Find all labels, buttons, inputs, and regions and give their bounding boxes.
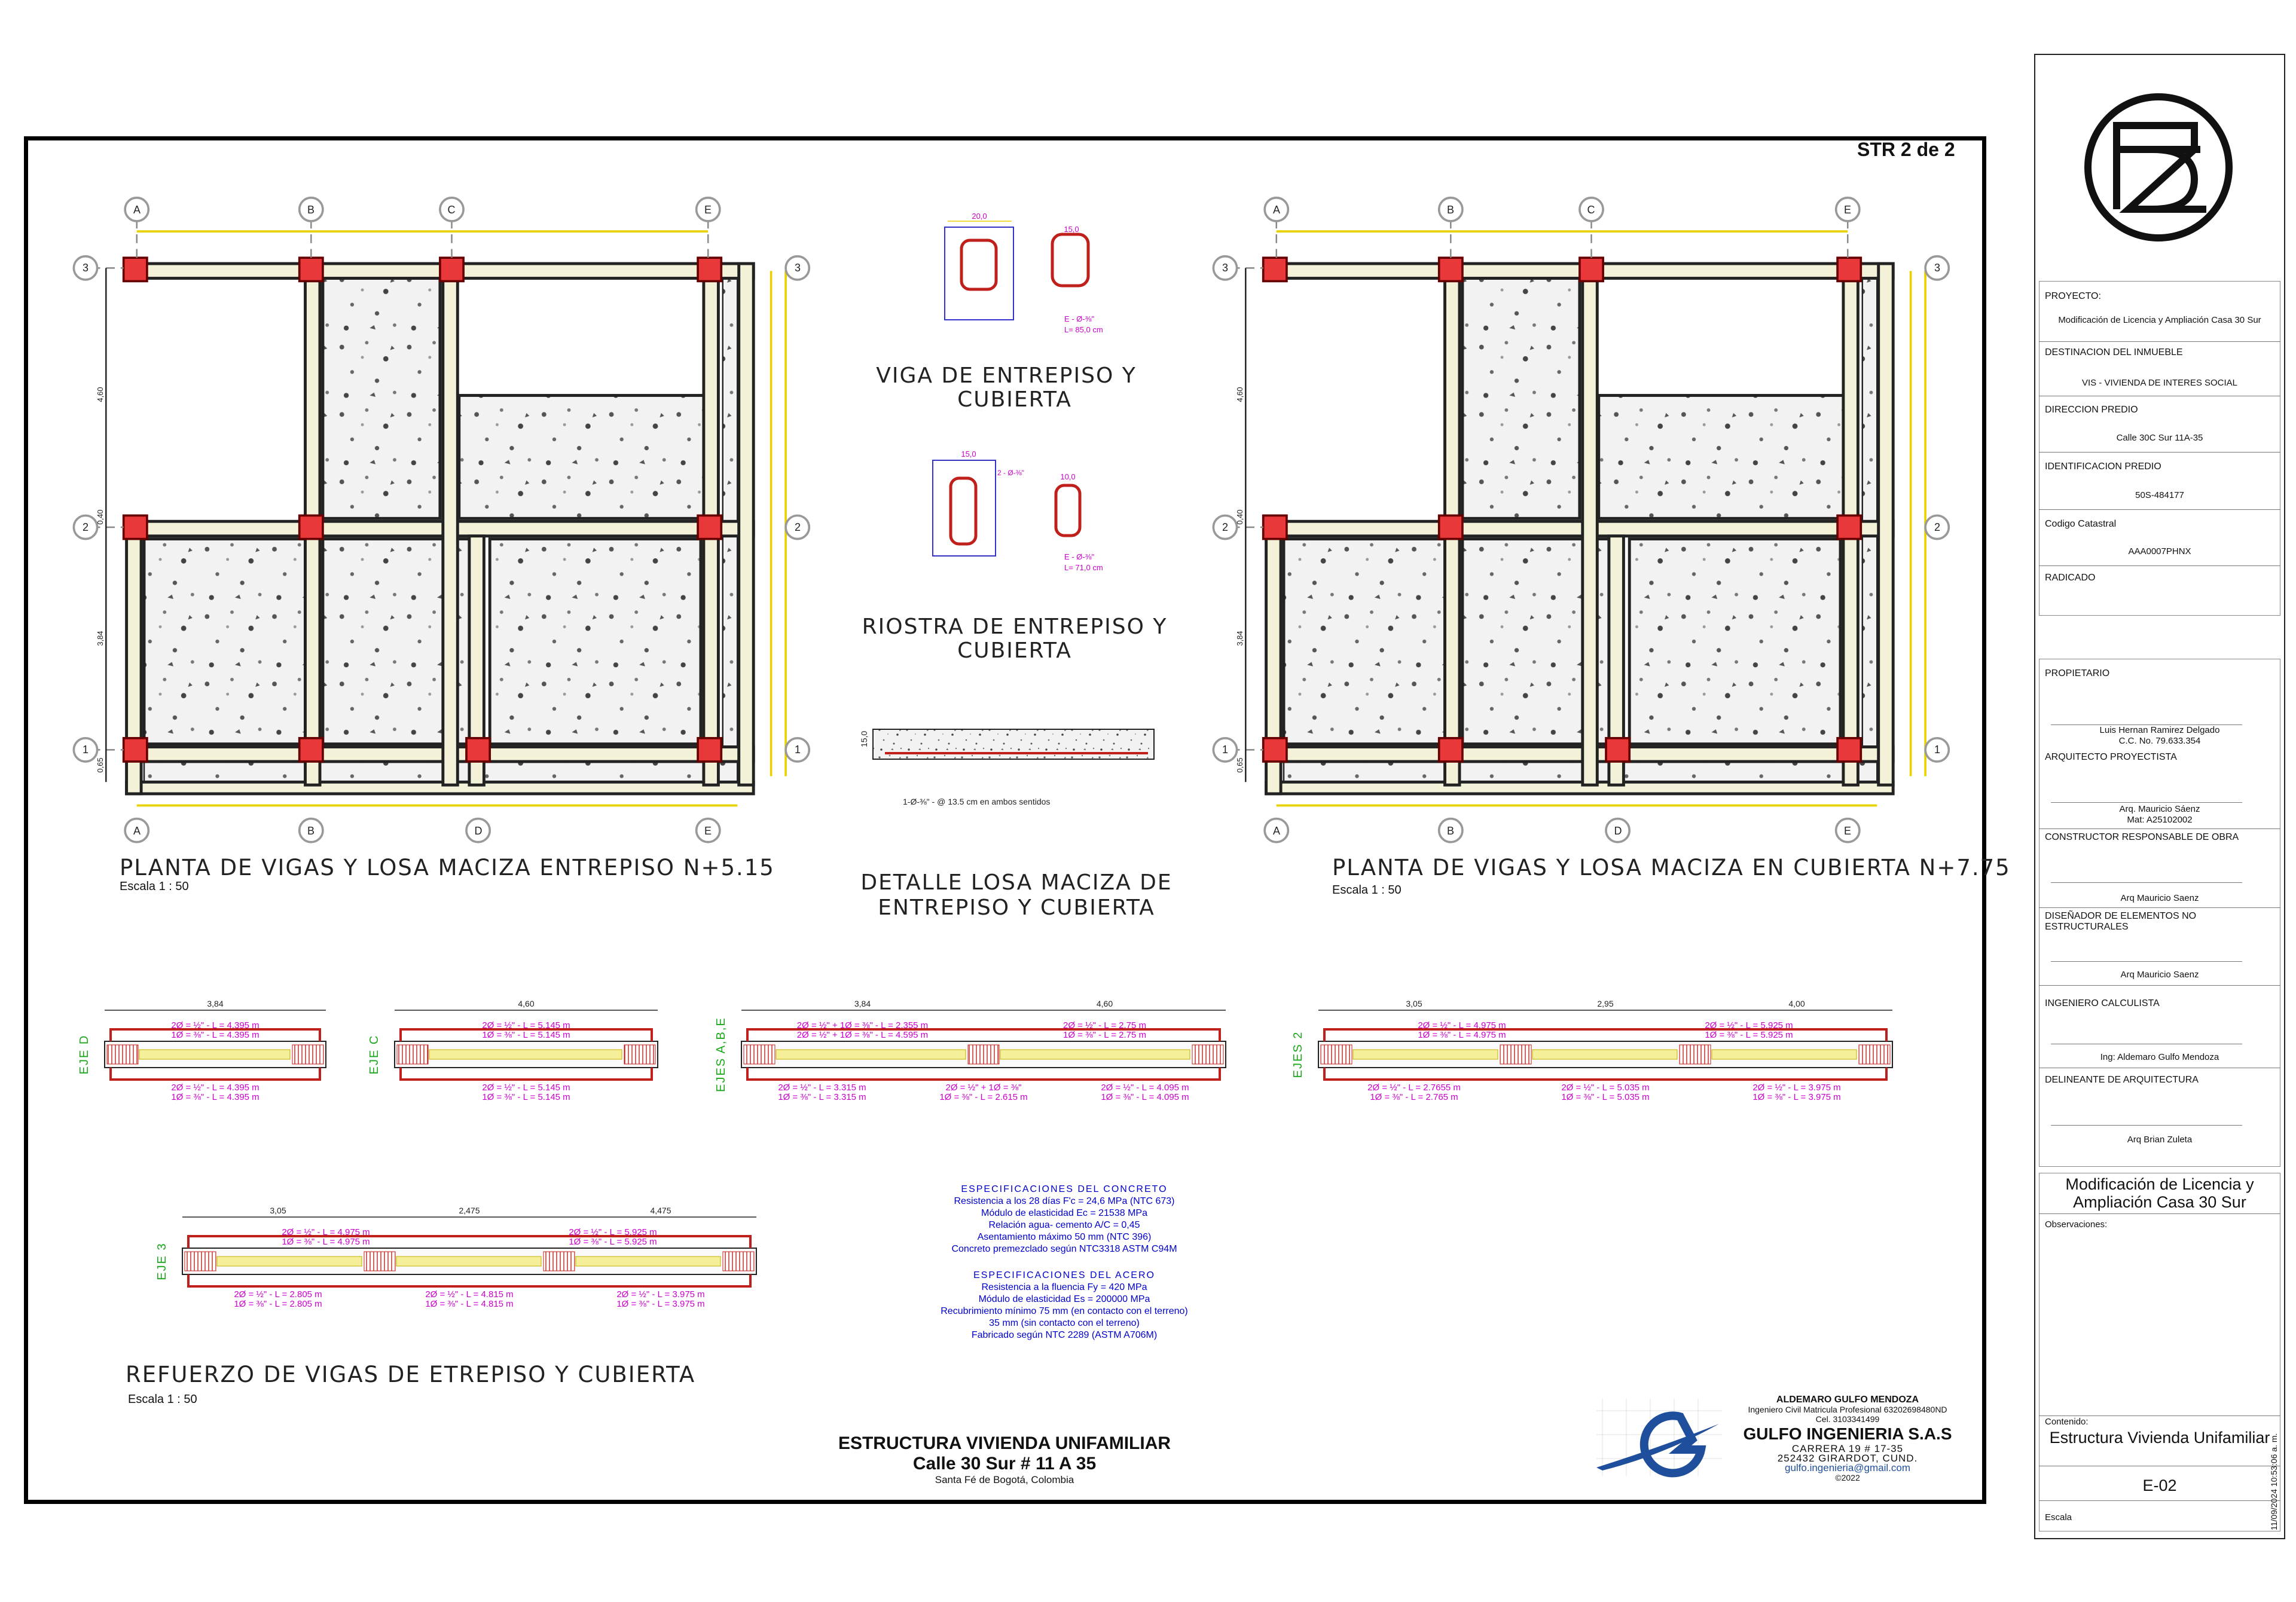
propietario-label: PROPIETARIO: [2045, 668, 2110, 678]
top-rebar-label: 1Ø = ⅜" - L = 2.75 m: [1062, 1030, 1147, 1040]
company-block: [1722, 1395, 1973, 1482]
bottom-rebar-label: 2Ø = ½" - L = 4.815 m: [425, 1289, 514, 1300]
grid-label: 2: [82, 521, 89, 533]
top-rebar-label: 2Ø = ½" - L = 4.395 m: [171, 1020, 259, 1031]
bottom-rebar-label: 1Ø = ⅜" - L = 4.395 m: [171, 1092, 259, 1102]
grid-label: E: [1843, 204, 1852, 216]
beam-span-label: 4,60: [518, 999, 535, 1008]
section-details: [849, 203, 1184, 837]
plan-right-scale: Escala 1 : 50: [1332, 883, 1402, 897]
grid-label: C: [447, 204, 456, 216]
grid-label: E: [704, 204, 712, 216]
bottom-rebar-label: 2Ø = ½" - L = 2.805 m: [234, 1289, 322, 1300]
steel-spec-line: Recubrimiento mínimo 75 mm (en contacto con el terreno): [941, 1306, 1188, 1316]
top-rebar-label: 1Ø = ⅜" - L = 5.925 m: [1705, 1030, 1793, 1040]
beam-span-label: 4,00: [1788, 999, 1805, 1008]
bottom-rebar-label: 1Ø = ⅜" - L = 2.615 m: [939, 1092, 1028, 1102]
bottom-rebar-label: 1Ø = ⅜" - L = 2.805 m: [234, 1299, 322, 1309]
viga-dim: 20,0: [972, 212, 987, 221]
bottom-rebar-label: 2Ø = ½" - L = 3.315 m: [778, 1083, 866, 1093]
top-rebar-label: 2Ø = ½" - L = 5.925 m: [569, 1227, 657, 1237]
top-rebar-label: 1Ø = ⅜" - L = 4.395 m: [171, 1030, 259, 1040]
grid-label: 1: [794, 744, 801, 756]
copyright: ©2022: [1835, 1473, 1860, 1482]
concrete-spec-title: ESPECIFICACIONES DEL CONCRETO: [961, 1184, 1168, 1194]
riostra-title: RIOSTRA DE ENTREPISO Y: [862, 614, 1168, 639]
bottom-rebar-label: 2Ø = ½" - L = 4.095 m: [1101, 1083, 1189, 1093]
constructor-label: CONSTRUCTOR RESPONSABLE DE OBRA: [2045, 832, 2239, 842]
steel-spec-line: Módulo de elasticidad Es = 200000 MPa: [978, 1294, 1150, 1304]
beams-title: REFUERZO DE VIGAS DE ETREPISO Y CUBIERTA: [126, 1362, 696, 1387]
grid-label: D: [1614, 825, 1622, 837]
bottom-rebar-label: 2Ø = ½" + 1Ø = ⅜": [945, 1083, 1022, 1093]
losa-note: 1-Ø-⅜" - @ 13.5 cm en ambos sentidos: [903, 797, 1051, 806]
riostra-dim: 10,0: [1060, 472, 1076, 481]
direccion-label: DIRECCION PREDIO: [2045, 405, 2138, 415]
identificacion-label: IDENTIFICACION PREDIO: [2045, 461, 2161, 472]
arquitecto-value: Arq. Mauricio Sáenz: [2119, 804, 2200, 814]
grid-label: C: [1587, 204, 1595, 216]
project-footer: [777, 1433, 1232, 1486]
propietario-cedula: C.C. No. 79.633.354: [2118, 736, 2201, 746]
steel-spec-line: 35 mm (sin contacto con el terreno): [989, 1318, 1140, 1328]
dim-label: 4,60: [1235, 387, 1244, 402]
steel-spec-title: ESPECIFICACIONES DEL ACERO: [973, 1270, 1155, 1280]
grid-label: 1: [1934, 744, 1941, 756]
concrete-spec-line: Asentamiento máximo 50 mm (NTC 396): [977, 1232, 1152, 1242]
concrete-spec-line: Concreto premezclado según NTC3318 ASTM C94M: [951, 1244, 1177, 1254]
top-rebar-label: 2Ø = ½" + 1Ø = ⅜" - L = 2.355 m: [796, 1020, 929, 1031]
contenido-label: Contenido:: [2045, 1417, 2089, 1427]
riostra-title-2: CUBIERTA: [957, 638, 1072, 663]
grid-label: B: [307, 204, 315, 216]
grid-label: 3: [794, 262, 801, 274]
bottom-rebar-label: 2Ø = ½" - L = 5.035 m: [1561, 1083, 1650, 1093]
losa-thickness: 15,0: [859, 730, 869, 747]
bottom-rebar-label: 1Ø = ⅜" - L = 5.035 m: [1561, 1092, 1650, 1102]
catastral-label: Codigo Catastral: [2045, 519, 2117, 529]
calculista-value: Ing: Aldemaro Gulfo Mendoza: [2100, 1052, 2219, 1062]
dim-label: 0,40: [96, 509, 105, 525]
beam-axis-label: EJE C: [368, 1034, 381, 1075]
concrete-spec-line: Módulo de elasticidad Ec = 21538 MPa: [981, 1208, 1147, 1218]
bottom-rebar-label: 1Ø = ⅜" - L = 2.765 m: [1370, 1092, 1458, 1102]
grid-label: 3: [82, 262, 89, 274]
beam-span-label: 3,84: [207, 999, 224, 1008]
beam-span-label: 4,60: [1096, 999, 1113, 1008]
plano-number: E-02: [2142, 1476, 2177, 1494]
viga-title: VIGA DE ENTREPISO Y: [876, 363, 1137, 388]
company-name: GULFO INGENIERIA S.A.S: [1743, 1424, 1952, 1443]
riostra-length-label: L= 71,0 cm: [1064, 563, 1103, 572]
sheet-number: STR 2 de 2: [1857, 139, 1955, 160]
concrete-spec-line: Resistencia a los 28 días F'c = 24,6 MPa (NTC 673): [954, 1196, 1175, 1206]
concrete-spec-line: Relación agua- cemento A/C = 0,45: [988, 1220, 1140, 1230]
grid-label: D: [474, 825, 483, 837]
grid-label: B: [307, 825, 315, 837]
project-title: ESTRUCTURA VIVIENDA UNIFAMILIAR: [838, 1433, 1171, 1453]
beam-axis-label: EJE 3: [155, 1242, 169, 1280]
grid-label: B: [1446, 204, 1455, 216]
top-rebar-label: 1Ø = ⅜" - L = 5.145 m: [482, 1030, 570, 1040]
grid-label: 3: [1934, 262, 1941, 274]
bottom-rebar-label: 1Ø = ⅜" - L = 4.095 m: [1101, 1092, 1189, 1102]
bottom-rebar-label: 2Ø = ½" - L = 4.395 m: [171, 1083, 259, 1093]
top-rebar-label: 2Ø = ½" + 1Ø = ⅜" - L = 4.595 m: [796, 1030, 929, 1040]
bottom-rebar-label: 2Ø = ½" - L = 2.7655 m: [1367, 1083, 1461, 1093]
sheet-big-title: Modificación de Licencia y Ampliación Casa 30 Sur: [2065, 1175, 2254, 1211]
identificacion-value: 50S-484177: [2135, 490, 2184, 500]
riostra-stirrup-detail: [1056, 485, 1080, 536]
catastral-value: AAA0007PHNX: [2128, 546, 2191, 557]
dim-label: 3,84: [1235, 631, 1244, 646]
plan-cubierta-drawing: [1140, 0, 1977, 873]
steel-spec-line: Resistencia a la fluencia Fy = 420 MPa: [981, 1282, 1147, 1292]
grid-label: B: [1446, 825, 1455, 837]
project-address: Calle 30 Sur # 11 A 35: [912, 1454, 1097, 1473]
escala-label: Escala: [2045, 1512, 2072, 1522]
disenador-value: Arq Mauricio Saenz: [2120, 970, 2199, 980]
grid-label: A: [1272, 204, 1281, 216]
constructor-value: Arq Mauricio Saenz: [2120, 893, 2199, 903]
beam-span-label: 2,475: [459, 1206, 480, 1215]
gulfo-logo: [1590, 1393, 1728, 1482]
top-rebar-label: 1Ø = ⅜" - L = 4.975 m: [282, 1237, 370, 1247]
delineante-label: DELINEANTE DE ARQUITECTURA: [2045, 1075, 2199, 1085]
delineante-value: Arq Brian Zuleta: [2127, 1135, 2193, 1145]
dim-label: 3,84: [96, 631, 105, 646]
grid-label: 2: [794, 521, 801, 533]
riostra-bars-label: 2 - Ø-⅜": [997, 469, 1024, 477]
viga-title-2: CUBIERTA: [957, 387, 1072, 412]
top-rebar-label: 1Ø = ⅜" - L = 5.925 m: [569, 1237, 657, 1247]
viga-stirrup-label: E - Ø-⅜": [1064, 314, 1095, 323]
radicado-label: RADICADO: [2045, 573, 2096, 583]
bottom-rebar-label: 2Ø = ½" - L = 5.145 m: [482, 1083, 570, 1093]
propietario-value: Luis Hernan Ramirez Delgado: [2099, 725, 2220, 735]
plan-right-title: PLANTA DE VIGAS Y LOSA MACIZA EN CUBIERTA N+7.75: [1332, 855, 2011, 881]
print-timestamp: 11/09/2024 10:53:06 a. m.: [2269, 1433, 2279, 1530]
viga-length-label: L= 85,0 cm: [1064, 325, 1103, 334]
grid-label: 1: [1222, 744, 1229, 756]
riostra-dim: 15,0: [961, 450, 976, 458]
beam-span-label: 3,84: [854, 999, 871, 1008]
observaciones-label: Observaciones:: [2045, 1219, 2108, 1230]
beam-span-label: 4,475: [650, 1206, 671, 1215]
bottom-rebar-label: 1Ø = ⅜" - L = 3.315 m: [778, 1092, 866, 1102]
grid-label: A: [133, 825, 141, 837]
grid-label: 2: [1934, 521, 1941, 533]
company-email[interactable]: gulfo.ingenieria@gmail.com: [1784, 1462, 1911, 1473]
riostra-stirrup-label: E - Ø-⅜": [1064, 552, 1095, 561]
top-rebar-label: 2Ø = ½" - L = 5.925 m: [1705, 1020, 1793, 1031]
top-rebar-label: 2Ø = ½" - L = 4.975 m: [1418, 1020, 1506, 1031]
beam-span-label: 2,95: [1597, 999, 1614, 1008]
calculista-label: INGENIERO CALCULISTA: [2045, 998, 2160, 1008]
company-address: CARRERA 19 # 17-35: [1791, 1443, 1904, 1454]
bottom-rebar-label: 1Ø = ⅜" - L = 3.975 m: [616, 1299, 705, 1309]
riostra-stirrup: [951, 478, 976, 544]
losa-section: [873, 729, 1154, 759]
dim-label: 4,60: [96, 387, 105, 402]
destinacion-label: DESTINACION DEL INMUEBLE: [2045, 347, 2183, 357]
proyecto-label: PROYECTO:: [2045, 291, 2101, 301]
beam-span-label: 3,05: [1406, 999, 1422, 1008]
destinacion-value: VIS - VIVIENDA DE INTERES SOCIAL: [2081, 378, 2238, 388]
beam-axis-label: EJES 2: [1292, 1031, 1305, 1078]
dim-label: 0,40: [1235, 509, 1244, 525]
grid-label: 3: [1222, 262, 1229, 274]
disenador-label: DISEÑADOR DE ELEMENTOS NO ESTRUCTURALES: [2045, 911, 2197, 932]
engineer-license: Ingeniero Civil Matricula Profesional 63202698480ND: [1748, 1405, 1947, 1414]
bottom-rebar-label: 2Ø = ½" - L = 3.975 m: [1752, 1083, 1841, 1093]
grid-label: E: [1843, 825, 1852, 837]
viga-stirrup-detail: [1052, 234, 1088, 286]
top-rebar-label: 2Ø = ½" - L = 2.75 m: [1062, 1020, 1147, 1031]
losa-title: DETALLE LOSA MACIZA DE ENTREPISO Y CUBIERTA: [860, 870, 1173, 920]
brand-logo: [2075, 90, 2242, 245]
bottom-rebar-label: 1Ø = ⅜" - L = 3.975 m: [1752, 1092, 1841, 1102]
engineer-name: ALDEMARO GULFO MENDOZA: [1776, 1395, 1919, 1405]
arquitecto-mat: Mat: A25102002: [2127, 815, 2193, 825]
riostra-outline: [933, 460, 996, 556]
bottom-rebar-label: 2Ø = ½" - L = 3.975 m: [616, 1289, 705, 1300]
arquitecto-label: ARQUITECTO PROYECTISTA: [2045, 752, 2177, 762]
grid-label: A: [133, 204, 141, 216]
concrete-specs: [933, 1184, 1196, 1255]
viga-dim: 15,0: [1064, 225, 1079, 234]
proyecto-value: Modificación de Licencia y Ampliación Casa 30 Sur: [2058, 315, 2261, 325]
plan-entrepiso: [74, 198, 809, 842]
engineer-phone: Cel. 3103341499: [1815, 1414, 1880, 1424]
contenido-value: Estructura Vivienda Unifamiliar: [2049, 1429, 2270, 1447]
steel-spec-line: Fabricado según NTC 2289 (ASTM A706M): [971, 1330, 1158, 1340]
viga-stirrup: [961, 240, 996, 289]
beam-axis-label: EJES A,B,E: [715, 1017, 728, 1092]
beams-scale: Escala 1 : 50: [128, 1393, 197, 1406]
top-rebar-label: 2Ø = ½" - L = 5.145 m: [482, 1020, 570, 1031]
dim-label: 0,65: [96, 757, 105, 773]
beam-axis-label: EJE D: [78, 1034, 91, 1075]
grid-label: A: [1272, 825, 1281, 837]
top-rebar-label: 2Ø = ½" - L = 4.975 m: [282, 1227, 370, 1237]
beam-span-label: 3,05: [270, 1206, 286, 1215]
bottom-rebar-label: 1Ø = ⅜" - L = 5.145 m: [482, 1092, 570, 1102]
bottom-rebar-label: 1Ø = ⅜" - L = 4.815 m: [425, 1299, 514, 1309]
grid-label: E: [704, 825, 712, 837]
grid-label: 2: [1222, 521, 1229, 533]
steel-specs: [933, 1270, 1196, 1341]
grid-label: 1: [82, 744, 89, 756]
direccion-value: Calle 30C Sur 11A-35: [2116, 433, 2203, 443]
top-rebar-label: 1Ø = ⅜" - L = 4.975 m: [1418, 1030, 1506, 1040]
plan-left-title: PLANTA DE VIGAS Y LOSA MACIZA ENTREPISO N+5.15: [120, 855, 775, 881]
dim-label: 0,65: [1235, 757, 1244, 773]
company-city: 252432 GIRARDOT, CUND.: [1777, 1453, 1918, 1464]
project-city: Santa Fé de Bogotá, Colombia: [935, 1474, 1074, 1485]
plan-left-scale: Escala 1 : 50: [120, 880, 189, 893]
